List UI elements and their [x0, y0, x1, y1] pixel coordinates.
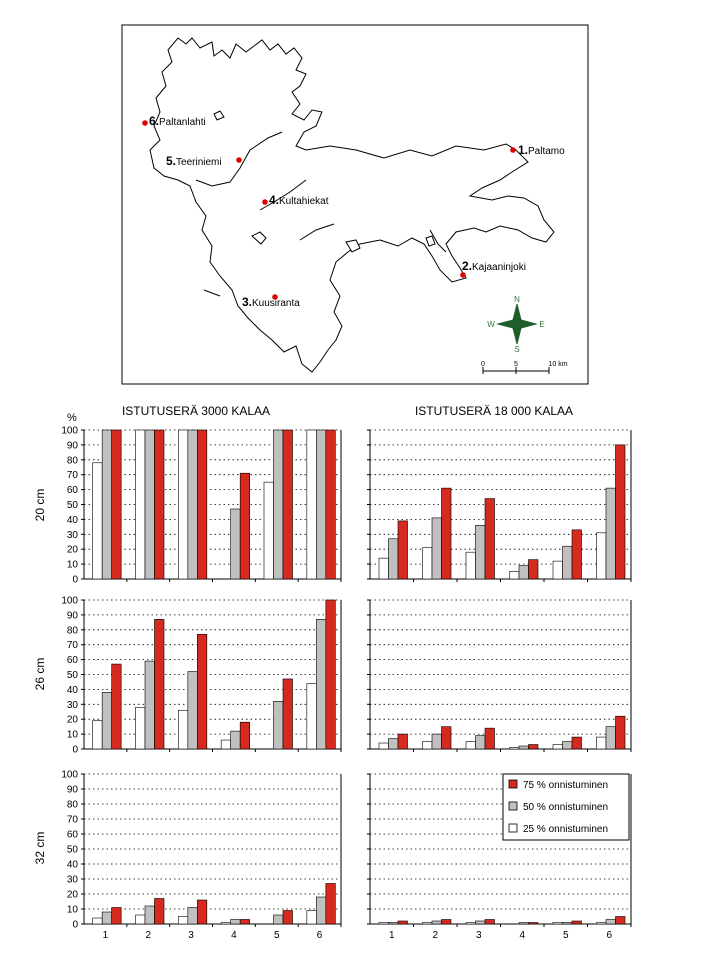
bar-75-cat-1 — [398, 521, 408, 579]
bar-75-cat-6 — [326, 430, 336, 579]
bar-25-cat-6 — [597, 737, 607, 749]
bar-75-cat-5 — [283, 911, 293, 925]
bar-25-cat-2 — [423, 548, 433, 579]
bar-75-cat-1 — [398, 921, 408, 924]
legend — [503, 774, 629, 840]
bar-75-cat-2 — [155, 899, 165, 925]
y-tick-label: 60 — [66, 655, 78, 667]
bar-50-cat-2 — [432, 734, 442, 749]
site-label: 1.Paltamo — [518, 143, 565, 157]
chart-panel-3 — [61, 596, 341, 756]
bar-25-cat-2 — [136, 430, 146, 579]
bar-25-cat-3 — [178, 917, 188, 925]
svg-text:32 cm: 32 cm — [33, 831, 47, 865]
bar-75-cat-1 — [112, 908, 122, 925]
compass-s: S — [514, 345, 520, 354]
bar-75-cat-5 — [283, 679, 293, 749]
bar-25-cat-5 — [553, 745, 563, 749]
bar-25-cat-4 — [510, 748, 520, 749]
bar-25-cat-3 — [178, 430, 188, 579]
bar-25-cat-1 — [379, 743, 389, 749]
bar-50-cat-5 — [563, 923, 573, 925]
bar-25-cat-4 — [221, 923, 231, 925]
y-tick-label: 10 — [66, 559, 78, 571]
bar-75-cat-6 — [616, 716, 626, 749]
bar-75-cat-3 — [485, 920, 495, 925]
y-tick-label: 100 — [61, 769, 78, 781]
y-tick-label: 20 — [66, 544, 78, 556]
bar-25-cat-6 — [307, 911, 317, 925]
x-tick-label: 2 — [145, 930, 152, 941]
bar-50-cat-4 — [519, 746, 529, 749]
bar-50-cat-2 — [145, 906, 155, 924]
bar-50-cat-6 — [606, 920, 616, 925]
bar-75-cat-4 — [240, 920, 250, 925]
y-tick-label: 20 — [66, 889, 78, 901]
bar-75-cat-4 — [240, 473, 250, 579]
bar-75-cat-4 — [529, 560, 539, 579]
bar-50-cat-1 — [102, 430, 112, 579]
site-label: 4.Kultahiekat — [269, 193, 329, 207]
bar-75-cat-3 — [485, 499, 495, 579]
bar-25-cat-4 — [221, 740, 231, 749]
bar-75-cat-5 — [572, 737, 582, 749]
x-tick-label: 4 — [231, 930, 237, 941]
site-marker — [460, 272, 466, 278]
bar-50-cat-1 — [102, 912, 112, 924]
y-tick-label: 30 — [66, 699, 78, 711]
x-tick-label: 3 — [475, 930, 482, 941]
bar-25-cat-2 — [136, 915, 146, 924]
bar-25-cat-3 — [466, 552, 476, 579]
bar-75-cat-1 — [112, 430, 122, 579]
y-tick-label: 30 — [66, 874, 78, 886]
y-tick-label: 0 — [72, 574, 78, 586]
y-tick-label: 60 — [66, 485, 78, 497]
bar-50-cat-6 — [316, 619, 326, 749]
bar-75-cat-3 — [197, 430, 207, 579]
bar-50-cat-3 — [188, 672, 198, 749]
bar-25-cat-5 — [264, 482, 274, 579]
y-tick-label: 70 — [66, 470, 78, 482]
legend-swatch — [509, 824, 517, 832]
svg-text:26 cm: 26 cm — [33, 657, 47, 691]
y-tick-label: 10 — [66, 729, 78, 741]
y-tick-label: 50 — [66, 670, 78, 681]
legend-swatch — [509, 780, 517, 788]
bar-75-cat-3 — [485, 728, 495, 749]
lake-map — [122, 25, 588, 384]
bar-75-cat-3 — [197, 634, 207, 749]
bar-25-cat-3 — [466, 742, 476, 749]
x-tick-label: 1 — [388, 930, 395, 941]
bar-25-cat-3 — [178, 710, 188, 749]
row-label-32 — [33, 832, 47, 865]
legend-label: 50 % onnistuminen — [523, 802, 609, 813]
bar-50-cat-3 — [188, 908, 198, 925]
y-tick-label: 50 — [66, 500, 78, 511]
y-tick-label: 80 — [66, 799, 78, 811]
bar-75-cat-1 — [112, 664, 122, 749]
chart-panel-2 — [367, 430, 631, 582]
y-tick-label: 40 — [66, 684, 78, 696]
bar-50-cat-1 — [389, 923, 399, 925]
y-tick-label: 80 — [66, 625, 78, 637]
compass-w: W — [487, 320, 495, 329]
scale-label-0: 0 — [481, 361, 485, 368]
x-tick-label: 6 — [606, 930, 613, 941]
y-tick-label: 90 — [66, 440, 78, 452]
y-tick-label: 40 — [66, 514, 78, 526]
y-tick-label: 100 — [61, 425, 78, 437]
bar-25-cat-6 — [307, 683, 317, 749]
y-tick-label: 90 — [66, 610, 78, 622]
site-marker — [236, 157, 242, 163]
bar-75-cat-6 — [326, 884, 336, 925]
bar-50-cat-1 — [389, 739, 399, 749]
x-tick-label: 3 — [188, 930, 194, 941]
bar-25-cat-3 — [466, 923, 476, 925]
x-tick-label: 6 — [316, 930, 323, 941]
bar-50-cat-3 — [476, 921, 486, 924]
bar-25-cat-1 — [93, 918, 103, 924]
y-tick-label: 100 — [61, 595, 78, 607]
bar-50-cat-5 — [563, 742, 573, 749]
y-tick-label: 70 — [66, 640, 78, 652]
bar-50-cat-6 — [606, 488, 616, 579]
site-marker — [510, 147, 516, 153]
bar-50-cat-3 — [476, 736, 486, 749]
bar-50-cat-1 — [389, 539, 399, 579]
right-column-title: ISTUTUSERÄ 18 000 KALAA — [414, 404, 574, 418]
bar-50-cat-2 — [145, 430, 155, 579]
x-tick-label: 5 — [273, 930, 280, 941]
bar-50-cat-6 — [606, 727, 616, 749]
compass-e: E — [539, 320, 545, 329]
site-4 — [262, 193, 329, 207]
scale-label-5: 5 — [514, 361, 518, 368]
bar-75-cat-6 — [326, 600, 336, 749]
bar-75-cat-2 — [442, 488, 452, 579]
bar-50-cat-3 — [476, 525, 486, 579]
bar-75-cat-2 — [155, 430, 165, 579]
site-6 — [142, 114, 206, 128]
bar-50-cat-4 — [231, 920, 241, 925]
x-tick-label: 4 — [519, 930, 526, 941]
y-tick-label: 50 — [66, 844, 78, 856]
y-tick-label: 80 — [66, 455, 78, 467]
bar-75-cat-3 — [197, 900, 207, 924]
chart-panel-4 — [367, 600, 631, 752]
bar-75-cat-4 — [529, 923, 539, 925]
bar-50-cat-2 — [145, 661, 155, 749]
bar-25-cat-2 — [423, 923, 433, 925]
legend-label: 75 % onnistuminen — [523, 780, 609, 791]
bar-50-cat-5 — [274, 701, 284, 749]
bar-75-cat-5 — [283, 430, 293, 579]
bar-75-cat-6 — [616, 445, 626, 579]
bar-75-cat-2 — [442, 727, 452, 749]
y-tick-label: 30 — [66, 529, 78, 541]
bar-25-cat-1 — [379, 558, 389, 579]
bar-75-cat-1 — [398, 734, 408, 749]
bar-50-cat-6 — [316, 430, 326, 579]
bar-25-cat-4 — [510, 572, 520, 579]
site-marker — [142, 120, 148, 126]
bar-50-cat-4 — [231, 731, 241, 749]
bar-25-cat-1 — [93, 463, 103, 579]
bar-25-cat-5 — [553, 923, 563, 925]
bar-75-cat-5 — [572, 921, 582, 924]
bar-50-cat-2 — [432, 921, 442, 924]
scale-label-10: 10 km — [548, 361, 568, 368]
y-tick-label: 0 — [72, 919, 78, 931]
legend-label: 25 % onnistuminen — [523, 824, 609, 835]
bar-25-cat-1 — [93, 721, 103, 749]
y-tick-label: 60 — [66, 829, 78, 841]
x-tick-label: 1 — [102, 930, 109, 941]
bar-25-cat-2 — [136, 707, 146, 749]
y-tick-label: 40 — [66, 859, 78, 871]
bar-50-cat-6 — [316, 897, 326, 924]
row-label-20 — [33, 489, 47, 522]
left-column-title: ISTUTUSERÄ 3000 KALAA — [121, 404, 271, 418]
bar-50-cat-4 — [519, 566, 529, 579]
percent-label: % — [67, 412, 77, 424]
site-label: 3.Kuusiranta — [242, 295, 300, 309]
bar-25-cat-1 — [379, 923, 389, 925]
site-label: 6.Paltanlahti — [149, 114, 206, 128]
bar-25-cat-6 — [597, 533, 607, 579]
bar-75-cat-2 — [155, 619, 165, 749]
chart-panel-1 — [61, 426, 341, 586]
bar-50-cat-5 — [563, 546, 573, 579]
bar-50-cat-2 — [432, 518, 442, 579]
bar-50-cat-4 — [519, 923, 529, 925]
bar-50-cat-5 — [274, 430, 284, 579]
bar-75-cat-4 — [240, 722, 250, 749]
chart-panel-5 — [61, 770, 341, 942]
site-1 — [510, 143, 565, 157]
bar-50-cat-4 — [231, 509, 241, 579]
site-label: 2.Kajaaninjoki — [462, 259, 526, 273]
bar-75-cat-2 — [442, 920, 452, 925]
bar-25-cat-6 — [307, 430, 317, 579]
site-marker — [262, 199, 268, 205]
x-tick-label: 5 — [562, 930, 569, 941]
bar-75-cat-6 — [616, 917, 626, 925]
bar-50-cat-5 — [274, 915, 284, 924]
site-label: 5.Teeriniemi — [166, 154, 222, 168]
bar-25-cat-6 — [597, 923, 607, 925]
legend-swatch — [509, 802, 517, 810]
bar-25-cat-2 — [423, 742, 433, 749]
y-tick-label: 0 — [72, 744, 78, 756]
bar-50-cat-1 — [102, 692, 112, 749]
y-tick-label: 70 — [66, 814, 78, 826]
y-tick-label: 90 — [66, 784, 78, 796]
compass-n: N — [514, 295, 520, 304]
bar-75-cat-4 — [529, 745, 539, 749]
y-tick-label: 20 — [66, 714, 78, 726]
row-label-26 — [33, 658, 47, 691]
bar-50-cat-3 — [188, 430, 198, 579]
bar-75-cat-5 — [572, 530, 582, 579]
x-tick-label: 2 — [432, 930, 439, 941]
y-tick-label: 10 — [66, 904, 78, 916]
svg-text:20 cm: 20 cm — [33, 488, 47, 522]
bar-25-cat-5 — [553, 561, 563, 579]
